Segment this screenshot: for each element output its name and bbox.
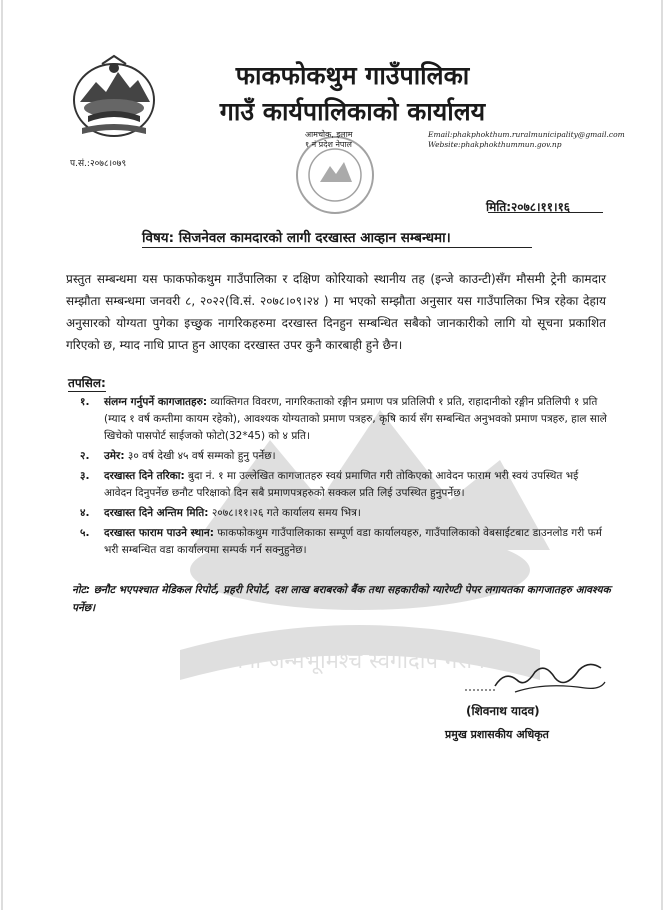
item-number: ५. — [80, 527, 90, 539]
list-item — [80, 448, 608, 465]
letter-date: मिति:२०७८।११।१६ — [486, 200, 571, 214]
letter-subject: विषय: सिजनेवल कामदारको लागी दरखास्त आव्हान सम्बन्धमा। — [142, 228, 532, 248]
signer-title: प्रमुख प्रशासकीय अधिकृत — [445, 728, 549, 741]
email-text[interactable]: Email:phakphokthum.ruralmunicipality@gmail.com — [428, 130, 625, 139]
list-item — [80, 505, 608, 522]
item-text: ३० वर्ष देखी ४५ वर्ष सम्मको हुनु पर्नेछ। — [124, 450, 276, 462]
reference-number: प.सं.:२०७८।०७९ — [70, 159, 127, 169]
address-line1: आमचोक, इलाम — [305, 130, 353, 139]
item-number: ३. — [80, 470, 90, 482]
list-item — [80, 468, 608, 502]
item-text: बुदा नं. १ मा उल्लेखित कागजातहरु स्वयं प्रमाणित गरी तोकिएको आवेदन फाराम भरी स्वयं उपस्थित भई आवेदन दिनुपर्नेछ छनौट परिक्षाको दिन सबै प्रमाणपत्रहरुको सक्कल प्रति लिई उपस्थित हुनुपर्नेछ। — [104, 470, 579, 499]
office-title-line2: गाउँ कार्यपालिकाको कार्यालय — [219, 97, 486, 126]
item-text: व्याक्तिगत विवरण, नागरिकताको रङ्गीन प्रमाण पत्र प्रतिलिपी १ प्रति, राहादानीको रङ्गीन प्रतिलिपी १ प्रति (म्याद १ वर्ष कम्तीमा कायम रहेको), आवश्यक योग्यताको प्रमाण पत्रहरु, कृषि कार्य सँग सम्बन्धित अनुभवको प्रमाण पत्रहरु, हाल साले खिचेको पासपोर्ट साईजको फोटो(32*45) को ४ प्रति। — [104, 396, 607, 442]
list-item — [80, 394, 608, 445]
office-address — [305, 130, 353, 150]
date-underline — [488, 212, 603, 213]
item-number: १. — [80, 396, 90, 408]
intro-paragraph: प्रस्तुत सम्बन्धमा यस फाकफोकथुम गाउँपालिका र दक्षिण कोरियाको स्थानीय तह (इन्जे काउन्टी)सँग मौसमी ट्रेनी कामदार सम्झौता सम्बन्धमा जनवरी ८, २०२२(वि.सं. २०७८।०९।२४ ) मा भएको सम्झौता अनुसार यस गाउँपालिका भित्र रहेका देहाय अनुसारको योग्यता पुगेका इच्छुक नागरिकहरुमा दरखास्त दिनहुन सम्बन्धित सबैको जानकारीको लागि यो सूचना प्रकाशित गरिएको छ, म्याद नाधि प्राप्त हुन आएका दरखास्त उपर कुनै कारबाही हुने छैन। — [66, 272, 606, 352]
contact-block — [428, 130, 625, 150]
note-text: नोट: छनौट भएपश्चात मेडिकल रिपोर्ट, प्रहरी रिपोर्ट, दश लाख बराबरको बैंक तथा सहकारीको ग्यारेण्टी पेपर लगायतका कागजातहरु आवश्यक पर्नेछ। — [72, 584, 611, 614]
signer-name: (शिवनाथ यादव) — [466, 704, 540, 718]
item-label: दरखास्त दिने अन्तिम मिति: — [104, 507, 209, 519]
website-text[interactable]: Website:phakphokthummun.gov.np — [428, 140, 562, 149]
item-label: दरखास्त दिने तरिका: — [104, 470, 185, 482]
item-text: २०७८।११।२६ गते कार्यालय समय भित्र। — [208, 507, 361, 519]
details-heading: तपसिल: — [68, 376, 106, 390]
office-title-line1: फाकफोकथुम गाउँपालिका — [235, 61, 470, 90]
details-list — [80, 394, 608, 559]
signature-icon — [455, 652, 615, 702]
item-number: २. — [80, 450, 90, 462]
address-line2: १ नं प्रदेश नेपाल — [305, 140, 352, 149]
list-item — [80, 525, 608, 559]
item-text: फाकफोकथुम गाउँपालिकाका सम्पूर्ण वडा कार्यालयहरु, गाउँपालिकाको वेबसाईटबाट डाउनलोड गरी फर्म भरी सम्बन्धित वडा कार्यालयमा सम्पर्क गर्न सक्नुहुनेछ। — [104, 527, 602, 556]
item-label: संलग्न गर्नुपर्ने कागजातहरु: — [104, 396, 208, 408]
item-number: ४. — [80, 507, 90, 519]
item-label: दरखास्त फाराम पाउने स्थान: — [104, 527, 214, 539]
watermark-motto: जननी जन्मभूमिश्च स्वर्गादपि गरीयसी — [214, 649, 506, 674]
item-label: उमेर: — [104, 450, 125, 462]
